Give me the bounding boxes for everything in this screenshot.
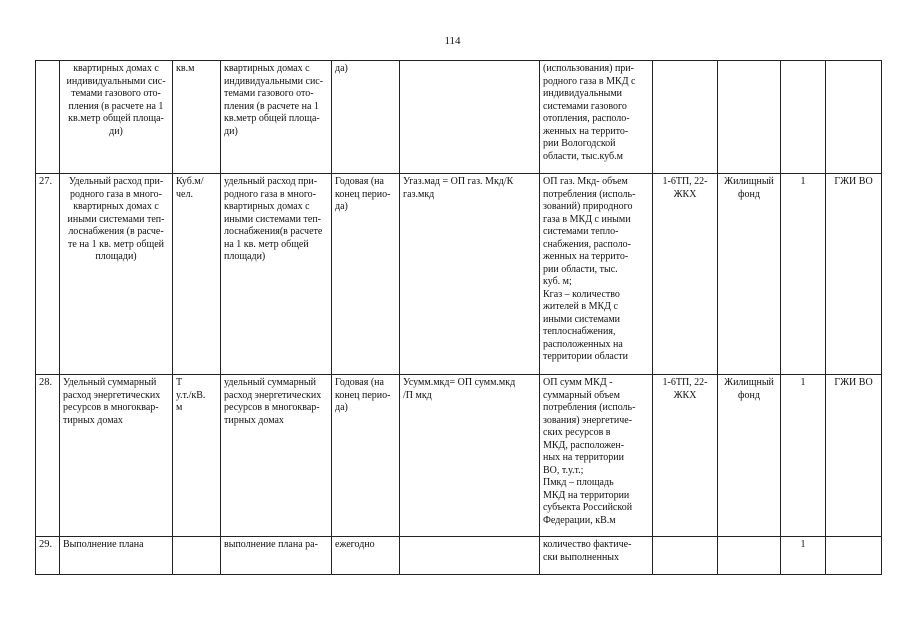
unit-cell: кв.м	[173, 61, 221, 174]
indicator-name: Выполнение плана	[60, 537, 173, 575]
responsible-cell: ГЖИ ВО	[826, 375, 882, 537]
table-row	[36, 537, 882, 575]
description-cell: количество фактиче- ски выполненных	[540, 537, 653, 575]
definition-cell: выполнение плана ра-	[221, 537, 332, 575]
definition-cell: удельный суммарный расход энергетических ресурсов в многоквар- тирных домах	[221, 375, 332, 537]
formula-cell: Угаз.мад = ОП газ. Мкд/К газ.мкд	[400, 174, 540, 375]
fund-cell: Жилищный фонд	[718, 174, 781, 375]
period-cell: Годовая (на конец перио- да)	[332, 174, 400, 375]
responsible-cell	[826, 537, 882, 575]
responsible-cell	[826, 61, 882, 174]
table-row	[36, 174, 882, 375]
method-cell	[781, 61, 826, 174]
row-number: 29.	[36, 537, 60, 575]
method-cell: 1	[781, 174, 826, 375]
source-cell: 1-6ТП, 22- ЖКХ	[653, 174, 718, 375]
method-cell: 1	[781, 537, 826, 575]
period-cell: ежегодно	[332, 537, 400, 575]
indicator-table	[35, 60, 882, 575]
formula-cell	[400, 537, 540, 575]
indicator-name: квартирных домах с индивидуальными сис- темами газового ото- пления (в расчете на 1 кв.метр общей площа- ди)	[60, 61, 173, 174]
unit-cell	[173, 537, 221, 575]
source-cell	[653, 61, 718, 174]
unit-cell: Т у.т./кВ. м	[173, 375, 221, 537]
row-number	[36, 61, 60, 174]
description-cell: (использования) при- родного газа в МКД с индивидуальными системами газового отопления, располо- женных на террито- рии Вологодской области, тыс.куб.м	[540, 61, 653, 174]
fund-cell: Жилищный фонд	[718, 375, 781, 537]
page-number: 114	[444, 35, 461, 47]
indicator-name: Удельный суммарный расход энергетических ресурсов в многоквар- тирных домах	[60, 375, 173, 537]
formula-cell: Усумм.мкд= ОП сумм.мкд /П мкд	[400, 375, 540, 537]
row-number: 27.	[36, 174, 60, 375]
formula-cell	[400, 61, 540, 174]
description-cell: ОП газ. Мкд- объем потребления (исполь- зований) природного газа в МКД с иными системами тепло- снабжения, располо- женных на террито- рии области, тыс. куб. м; Кгаз – количество жителей в МКД с иными системами теплоснабжения, расположенных на территории области	[540, 174, 653, 375]
definition-cell: квартирных домах с индивидуальными сис- темами газового ото- пления (в расчете на 1 кв.метр общей площа- ди)	[221, 61, 332, 174]
unit-cell: Куб.м/ чел.	[173, 174, 221, 375]
method-cell: 1	[781, 375, 826, 537]
source-cell: 1-6ТП, 22- ЖКХ	[653, 375, 718, 537]
period-cell: Годовая (на конец перио- да)	[332, 375, 400, 537]
description-cell: ОП сумм МКД - суммарный объем потребления (исполь- зования) энергетиче- ских ресурсов в МКД, расположен- ных на территории ВО, т.у.т.; Пмкд – площадь МКД на территории субъекта Российской Федерации, кВ.м	[540, 375, 653, 537]
responsible-cell: ГЖИ ВО	[826, 174, 882, 375]
period-cell: да)	[332, 61, 400, 174]
table-row	[36, 61, 882, 174]
source-cell	[653, 537, 718, 575]
definition-cell: удельный расход при- родного газа в много- квартирных домах с иными системами теп- лоснабжения(в расчете на 1 кв. метр общей площади)	[221, 174, 332, 375]
table-row	[36, 375, 882, 537]
fund-cell	[718, 61, 781, 174]
row-number: 28.	[36, 375, 60, 537]
fund-cell	[718, 537, 781, 575]
indicator-name: Удельный расход при- родного газа в много- квартирных домах с иными системами теп- лоснабжения (в расче- те на 1 кв. метр общей площади)	[60, 174, 173, 375]
